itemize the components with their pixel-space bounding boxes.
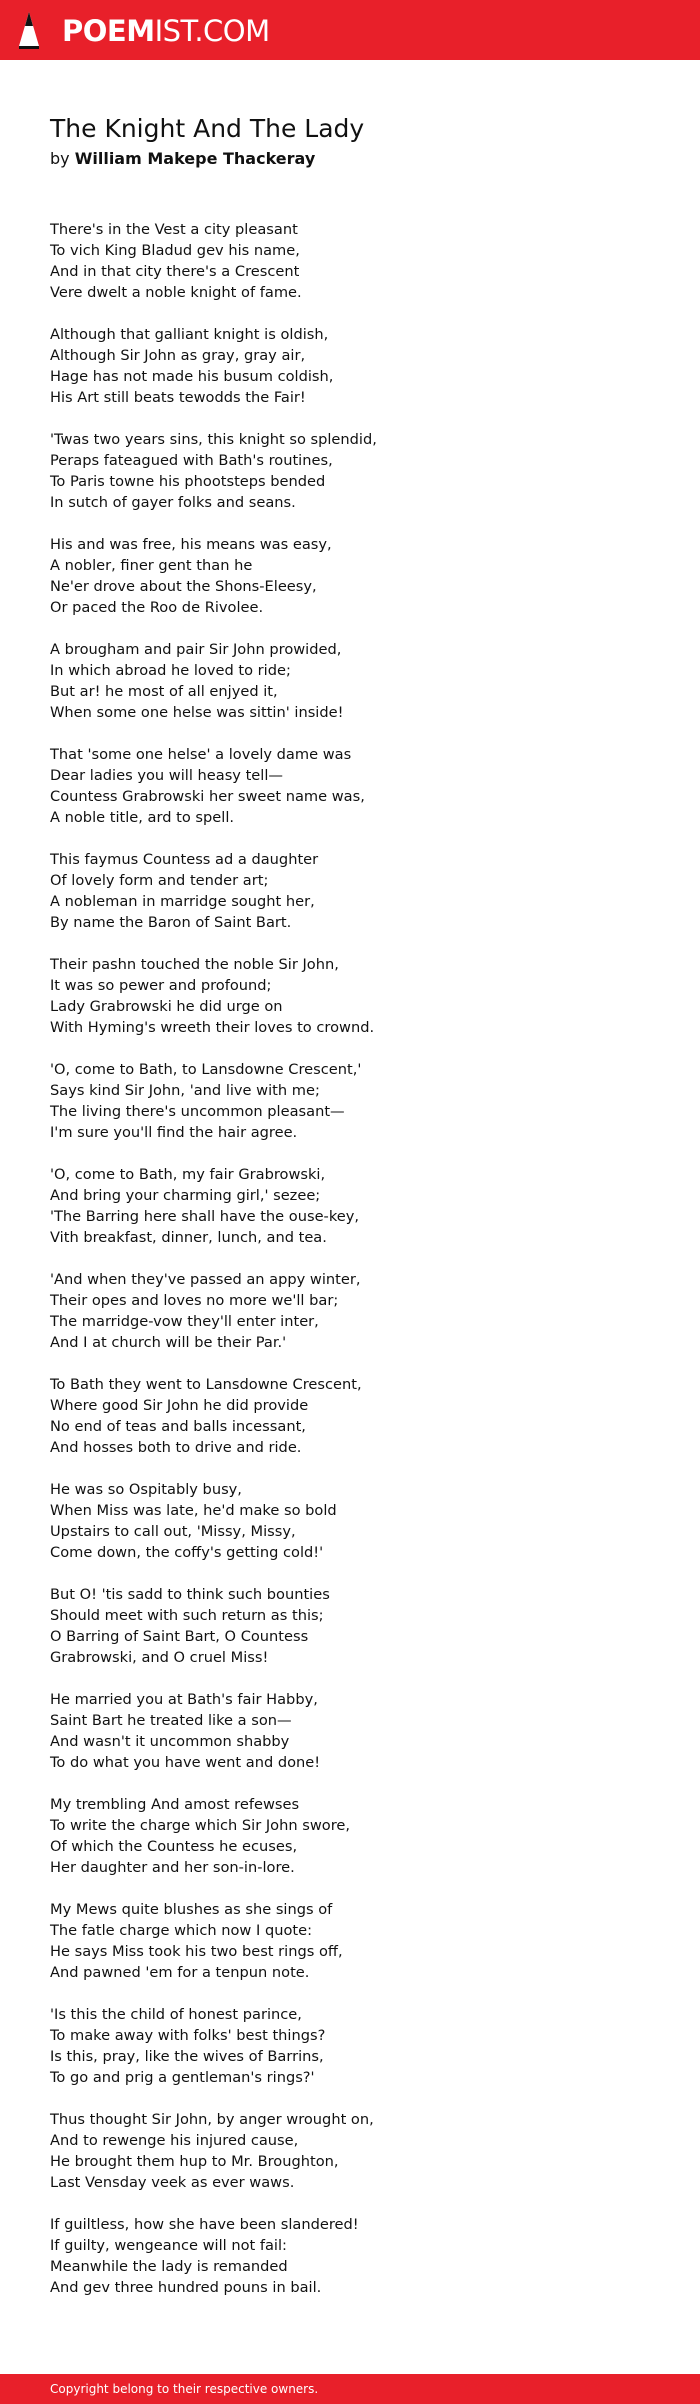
poem-line: This faymus Countess ad a daughter [50, 851, 319, 868]
poem-line: When Miss was late, he'd make so bold [50, 1502, 337, 1519]
poem-stanza [50, 744, 650, 828]
poem-line: 'And when they've passed an appy winter, [50, 1271, 361, 1288]
poem-line: A noble title, ard to spell. [50, 809, 235, 826]
poem-stanza [50, 2109, 650, 2193]
poem-line: He was so Ospitably busy, [50, 1481, 242, 1498]
poem-line: Vere dwelt a noble knight of fame. [50, 284, 302, 301]
poem-line: The living there's uncommon pleasant— [50, 1103, 345, 1120]
poem-line: To go and prig a gentleman's rings?' [50, 2069, 315, 2086]
poem-line: Where good Sir John he did provide [50, 1397, 309, 1414]
poem-line: But O! 'tis sadd to think such bounties [50, 1586, 330, 1603]
poem-line: No end of teas and balls incessant, [50, 1418, 306, 1435]
poem-line: 'O, come to Bath, my fair Grabrowski, [50, 1166, 326, 1183]
poem-line: Her daughter and her son-in-lore. [50, 1859, 295, 1876]
poem-stanza [50, 1584, 650, 1668]
poem-line: His Art still beats tewodds the Fair! [50, 389, 306, 406]
poem-line: Their opes and loves no more we'll bar; [50, 1292, 339, 1309]
poem-stanza [50, 1374, 650, 1458]
poem-line: He brought them hup to Mr. Broughton, [50, 2153, 339, 2170]
site-header [0, 0, 700, 60]
poem-line: By name the Baron of Saint Bart. [50, 914, 292, 931]
poem-line: If guiltless, how she have been slandered! [50, 2216, 359, 2233]
poem-stanza [50, 324, 650, 408]
poem-line: And in that city there's a Crescent [50, 263, 300, 280]
poem-line: To Bath they went to Lansdowne Crescent, [50, 1376, 362, 1393]
poem-stanza [50, 1899, 650, 1983]
poem-stanza [50, 1479, 650, 1563]
poem-line: In sutch of gayer folks and seans. [50, 494, 296, 511]
copyright-text: Copyright belong to their respective owners. [50, 2382, 319, 2396]
poem-line: Ne'er drove about the Shons-Eleesy, [50, 578, 317, 595]
poem-line: Of which the Countess he ecuses, [50, 1838, 298, 1855]
poem-stanza [50, 2214, 650, 2298]
poem-stanza [50, 429, 650, 513]
poem-stanza [50, 1269, 650, 1353]
poem-line: Of lovely form and tender art; [50, 872, 269, 889]
poem-line: My Mews quite blushes as she sings of [50, 1901, 333, 1918]
poem-body [50, 219, 650, 2298]
poem-line: And gev three hundred pouns in bail. [50, 2279, 322, 2296]
poem-line: Vith breakfast, dinner, lunch, and tea. [50, 1229, 327, 1246]
poem-line: Says kind Sir John, 'and live with me; [50, 1082, 320, 1099]
poem-line: I'm sure you'll find the hair agree. [50, 1124, 298, 1141]
poem-line: When some one helse was sittin' inside! [50, 704, 344, 721]
poem-line: Countess Grabrowski her sweet name was, [50, 788, 365, 805]
poem-stanza [50, 2004, 650, 2088]
poem-line: A nobler, finer gent than he [50, 557, 253, 574]
poem-line: Meanwhile the lady is remanded [50, 2258, 288, 2275]
poem-line: A brougham and pair Sir John prowided, [50, 641, 342, 658]
poem-line: To Paris towne his phootsteps bended [50, 473, 326, 490]
poem-line: He says Miss took his two best rings off, [50, 1943, 343, 1960]
poem-line: Or paced the Roo de Rivolee. [50, 599, 264, 616]
poem-line: He married you at Bath's fair Habby, [50, 1691, 318, 1708]
poem-line: 'Is this the child of honest parince, [50, 2006, 302, 2023]
poem-line: A nobleman in marridge sought her, [50, 893, 315, 910]
poem-line: 'The Barring here shall have the ouse-key, [50, 1208, 360, 1225]
poem-line: To do what you have went and done! [50, 1754, 321, 1771]
poem-line: His and was free, his means was easy, [50, 536, 332, 553]
poem-line: Come down, the coffy's getting cold!' [50, 1544, 324, 1561]
poem-line: Upstairs to call out, 'Missy, Missy, [50, 1523, 296, 1540]
poem-stanza [50, 534, 650, 618]
logo-light-text: IST.COM [154, 14, 270, 48]
poem-author[interactable]: William Makepe Thackeray [74, 149, 316, 168]
poem-stanza [50, 1689, 650, 1773]
poem-line: That 'some one helse' a lovely dame was [50, 746, 352, 763]
site-footer [0, 2374, 700, 2404]
poem-line: And pawned 'em for a tenpun note. [50, 1964, 310, 1981]
poem-line: Although that galliant knight is oldish, [50, 326, 329, 343]
poem-line: O Barring of Saint Bart, O Countess [50, 1628, 309, 1645]
poem-byline [50, 148, 650, 170]
poem-line: Although Sir John as gray, gray air, [50, 347, 306, 364]
poem-line: And to rewenge his injured cause, [50, 2132, 299, 2149]
poem-line: To make away with folks' best things? [50, 2027, 326, 2044]
logo-bold-text: POEM [62, 14, 155, 48]
poem-stanza [50, 1059, 650, 1143]
poem-line: Grabrowski, and O cruel Miss! [50, 1649, 269, 1666]
poem-line: Lady Grabrowski he did urge on [50, 998, 283, 1015]
poem-stanza [50, 954, 650, 1038]
pencil-tip-icon[interactable] [18, 10, 40, 50]
poem-line: To write the charge which Sir John swore, [50, 1817, 351, 1834]
poem-line: 'O, come to Bath, to Lansdowne Crescent,' [50, 1061, 362, 1078]
poem-line: Hage has not made his busum coldish, [50, 368, 334, 385]
poem-stanza [50, 219, 650, 303]
poem-stanza [50, 849, 650, 933]
poem-line: The fatle charge which now I quote: [50, 1922, 313, 1939]
poem-line: Last Vensday veek as ever waws. [50, 2174, 295, 2191]
poem-line: Should meet with such return as this; [50, 1607, 324, 1624]
poem-stanza [50, 639, 650, 723]
poem-stanza [50, 1164, 650, 1248]
poem-stanza [50, 1794, 650, 1878]
poem-line: 'Twas two years sins, this knight so splendid, [50, 431, 377, 448]
poem-line: If guilty, wengeance will not fail: [50, 2237, 287, 2254]
poem-line: And I at church will be their Par.' [50, 1334, 287, 1351]
poem-line: And wasn't it uncommon shabby [50, 1733, 290, 1750]
poem-line: But ar! he most of all enjyed it, [50, 683, 278, 700]
poem-line: Peraps fateagued with Bath's routines, [50, 452, 333, 469]
poem-line: Is this, pray, like the wives of Barrins, [50, 2048, 324, 2065]
poem-line: The marridge-vow they'll enter inter, [50, 1313, 319, 1330]
poem-line: Thus thought Sir John, by anger wrought on, [50, 2111, 374, 2128]
poem-title: The Knight And The Lady [50, 114, 365, 143]
poem-line: To vich King Bladud gev his name, [50, 242, 300, 259]
byline-prefix: by [50, 149, 70, 168]
poem-line: Saint Bart he treated like a son— [50, 1712, 292, 1729]
poem-line: My trembling And amost refewses [50, 1796, 300, 1813]
poem-line: Dear ladies you will heasy tell— [50, 767, 283, 784]
poem-line: With Hyming's wreeth their loves to crownd. [50, 1019, 375, 1036]
poem-content [50, 112, 650, 2319]
poem-line: It was so pewer and profound; [50, 977, 272, 994]
poem-line: Their pashn touched the noble Sir John, [50, 956, 339, 973]
site-logo[interactable] [62, 0, 270, 60]
poem-line: And bring your charming girl,' sezee; [50, 1187, 321, 1204]
poem-line: There's in the Vest a city pleasant [50, 221, 298, 238]
poem-line: In which abroad he loved to ride; [50, 662, 291, 679]
poem-line: And hosses both to drive and ride. [50, 1439, 302, 1456]
